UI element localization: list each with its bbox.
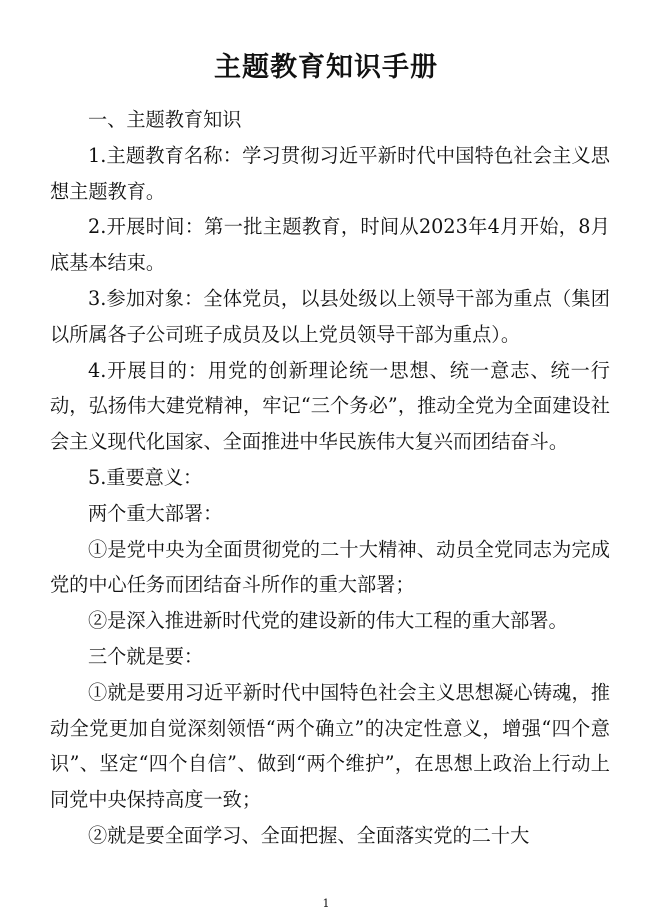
paragraph-participants: 3.参加对象：全体党员，以县处级以上领导干部为重点（集团以所属各子公司班子成员及以上党员领导干部为重点）。 [50,286,610,346]
list-item: ①是党中央为全面贯彻党的二十大精神、动员全党同志为完成党的中心任务而团结奋斗所作的重大部署； [50,537,610,597]
subheading-three-musts: 三个就是要： [88,644,204,668]
list-item: ②是深入推进新时代党的建设新的伟大工程的重大部署。 [88,609,568,633]
paragraph-theme-name: 1.主题教育名称：学习贯彻习近平新时代中国特色社会主义思想主题教育。 [50,143,610,203]
page-number: 1 [322,897,330,910]
paragraph-purpose: 4.开展目的：用党的创新理论统一思想、统一意志、统一行动，弘扬伟大建党精神，牢记“三个务必”，推动全党为全面建设社会主义现代化国家、全面推进中华民族伟大复兴而团结奋斗。 [50,358,610,454]
document-title: 主题教育知识手册 [214,52,438,83]
paragraph-time: 2.开展时间：第一批主题教育，时间从2023年4月开始，8月底基本结束。 [50,215,610,275]
document-body [50,102,610,854]
list-item: ①就是要用习近平新时代中国特色社会主义思想凝心铸魂，推动全党更加自觉深刻领悟“两个确立”的决定性意义，增强“四个意识”、坚定“四个自信”、做到“两个维护”，在思想上政治上行动上同党中央保持高度一致； [50,680,610,812]
list-item: ②就是要全面学习、全面把握、全面落实党的二十大 [88,823,530,847]
subheading-two-deployments: 两个重大部署： [88,501,223,525]
paragraph-significance: 5.重要意义： [88,465,203,489]
section-heading: 一、主题教育知识 [88,108,242,131]
